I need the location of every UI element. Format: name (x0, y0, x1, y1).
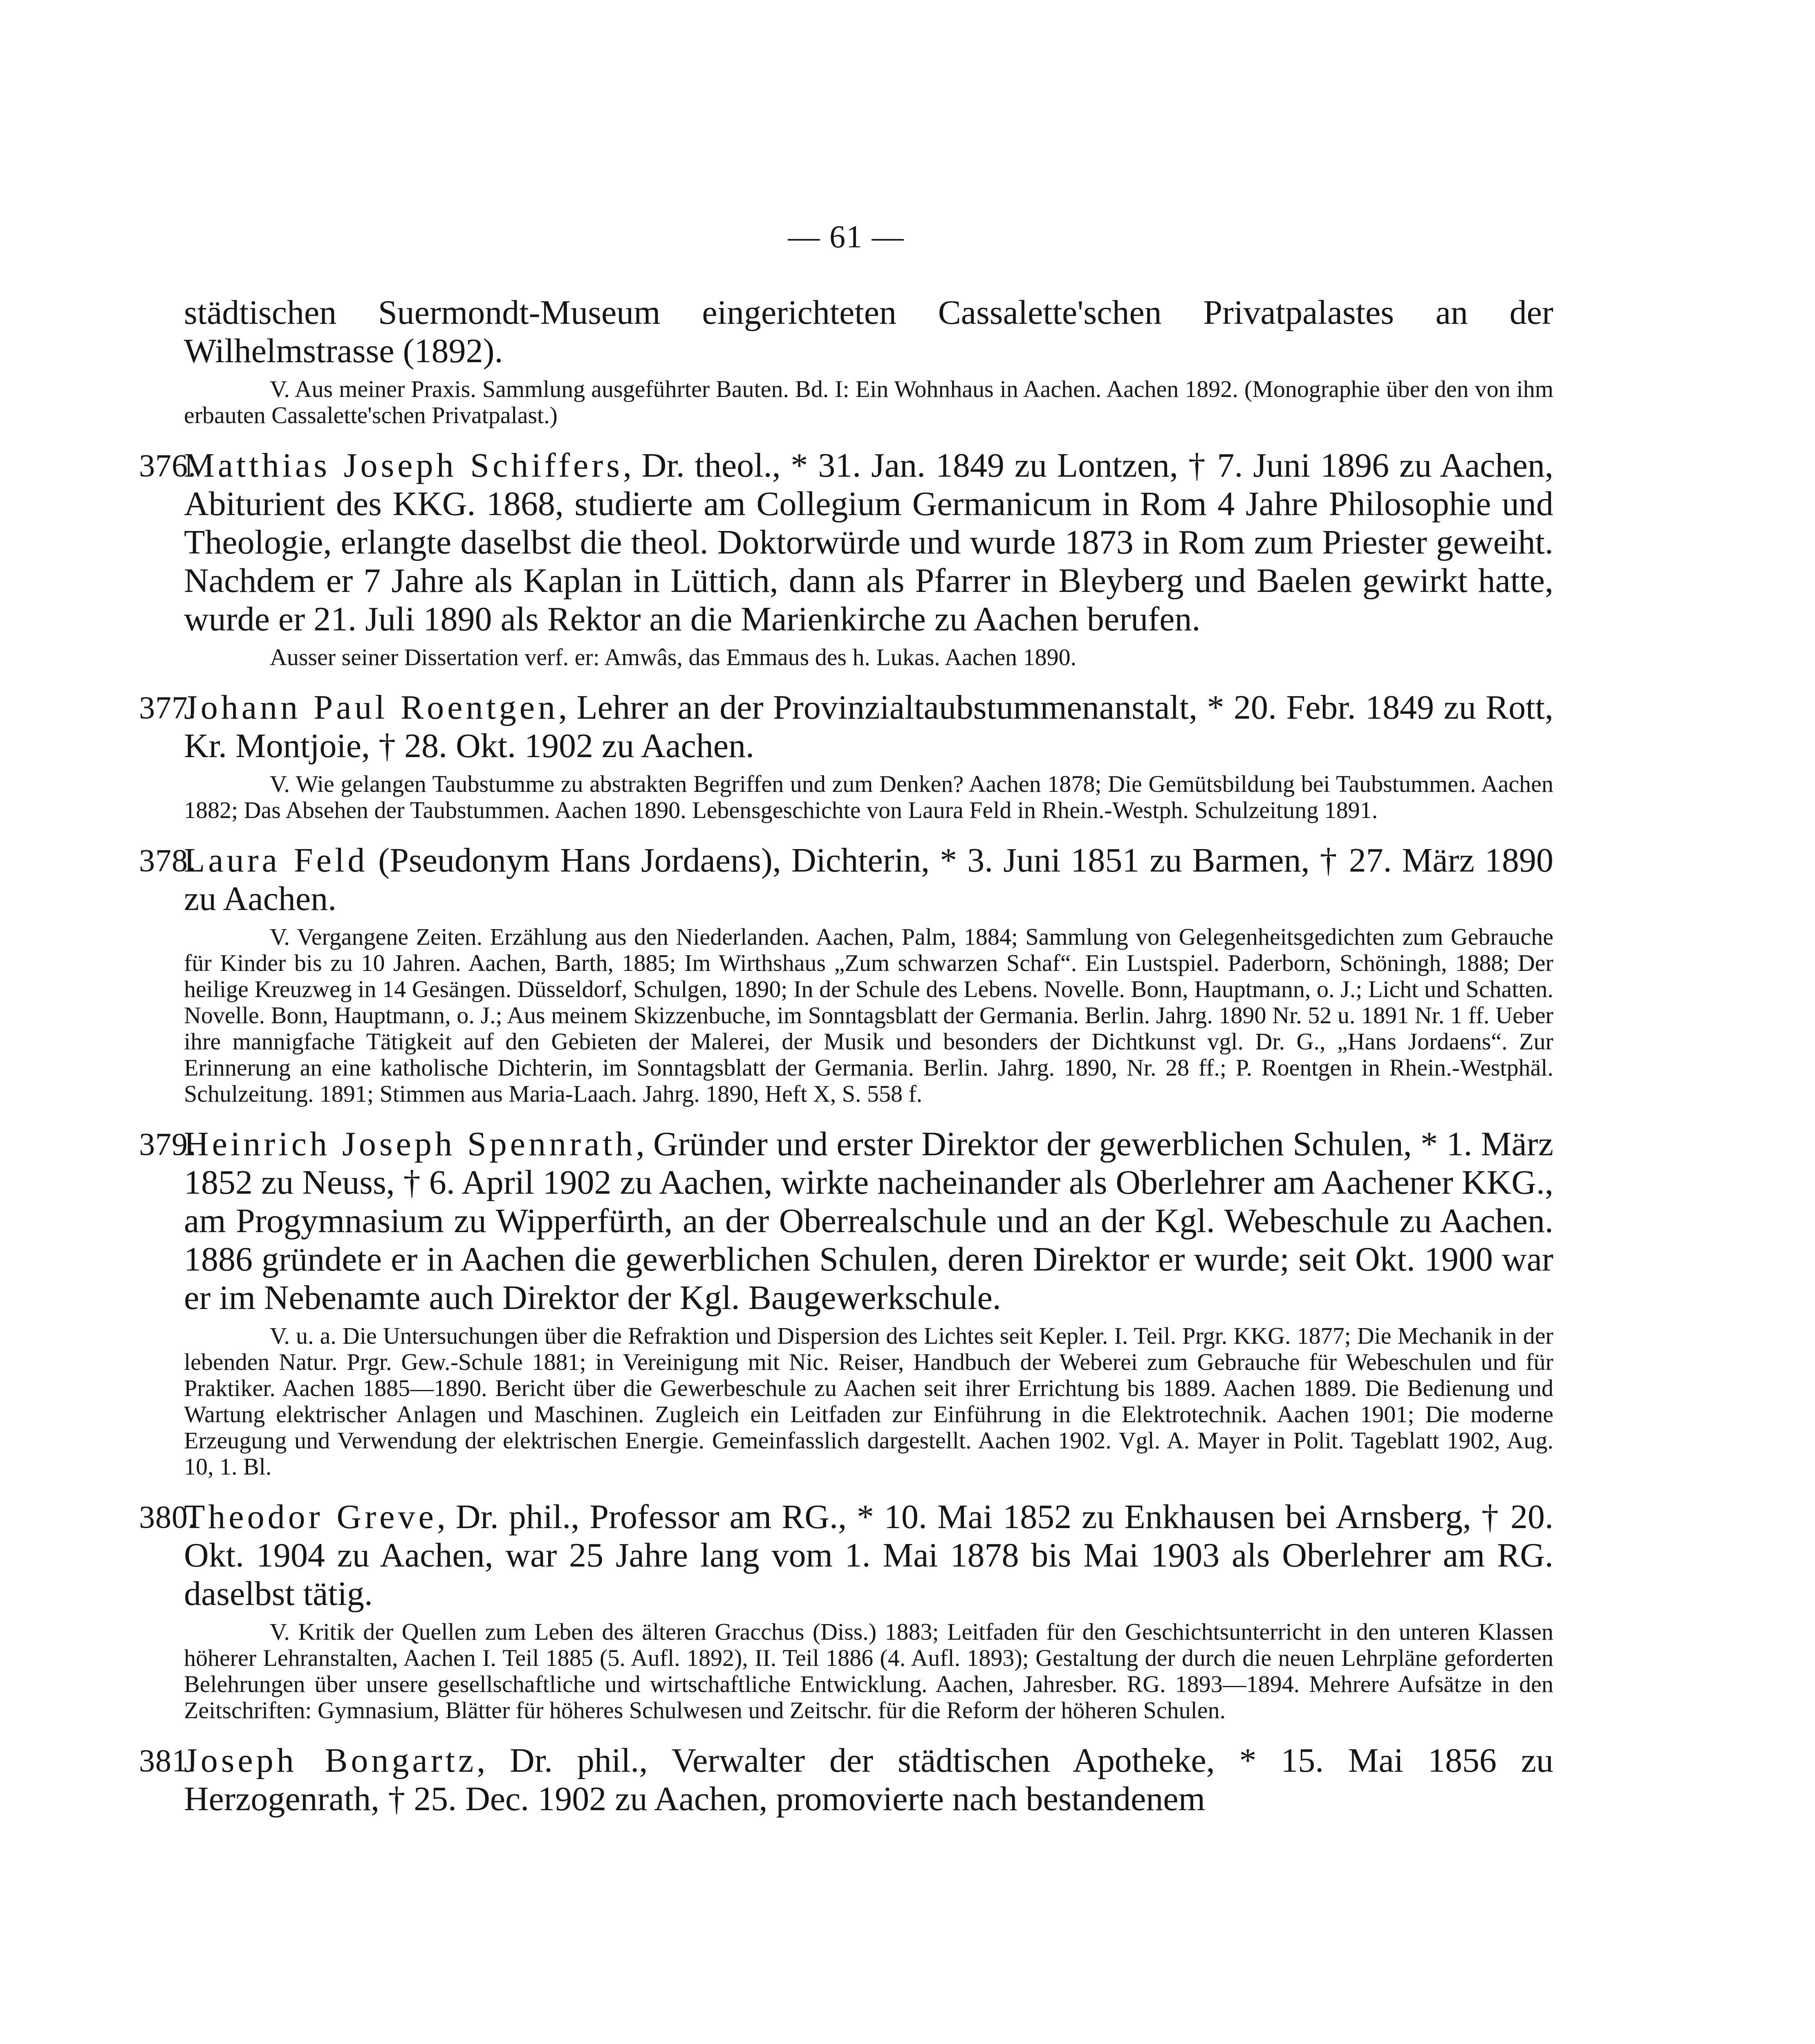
entry-name: Heinrich Joseph Spennrath (184, 1125, 636, 1163)
entry-376 (139, 446, 1553, 670)
entry-377 (139, 688, 1553, 823)
entry-379 (139, 1125, 1553, 1480)
entry-name: Matthias Joseph Schiffers (184, 446, 623, 484)
entry-number: 379. (139, 1126, 197, 1162)
document-page (139, 221, 1553, 1818)
entry-number: 381. (139, 1743, 197, 1778)
entry-number: 376. (139, 448, 197, 483)
continuation-block (139, 294, 1553, 428)
entry-380 (139, 1498, 1553, 1724)
entry-text: , Dr. phil., Professor am RG., * 10. Mai 1852 zu Enkhausen bei Arnsberg, † 20. Okt. 1904 zu Aachen, war 25 Jahre lang vom 1. Mai 1878 bis Mai 1903 als Oberlehrer am RG. daselbst tätig. (184, 1498, 1553, 1613)
entry-number: 377. (139, 690, 197, 725)
entry-name: Johann Paul Roentgen (184, 688, 559, 726)
entry-text: , Dr. theol., * 31. Jan. 1849 zu Lontzen, † 7. Juni 1896 zu Aachen, Abiturient des KKG. 1868, studierte am Collegium Germanicum in Rom 4 Jahre Philosophie und Theologie, erlangte daselbst die theol. Doktorwürde und wurde 1873 in Rom zum Priester geweiht. Nachdem er 7 Jahre als Kaplan in Lüttich, dann als Pfarrer in Bleyberg und Baelen gewirkt hatte, wurde er 21. Juli 1890 als Rektor an die Marienkirche zu Aachen berufen. (184, 446, 1553, 638)
entry-works: Ausser seiner Dissertation verf. er: Amwâs, das Emmaus des h. Lukas. Aachen 1890. (270, 644, 1077, 670)
entry-name: Joseph Bongartz (184, 1741, 477, 1780)
entry-381 (139, 1741, 1553, 1818)
continuation-text: städtischen Suermondt-Museum eingerichteten Cassalette'schen Privatpalastes an der Wilhelmstrasse (1892). (184, 294, 1553, 370)
page-number: — 61 — (788, 219, 905, 254)
entry-works: V. Kritik der Quellen zum Leben des älteren Gracchus (Diss.) 1883; Leitfaden für den Geschichtsunterricht in den unteren Klassen höherer Lehranstalten, Aachen I. Teil 1885 (5. Aufl. 1892), II. Teil 1886 (4. Aufl. 1893); Gestaltung der durch die neuen Lehrpläne geforderten Belehrungen über unsere gesellschaftliche und wirtschaftliche Entwicklung. Aachen, Jahresber. RG. 1893—1894. Mehrere Aufsätze in den Zeitschriften: Gymnasium, Blätter für höheres Schulwesen und Zeitschr. für die Reform der höheren Schulen. (184, 1618, 1553, 1724)
entry-number: 378. (139, 843, 197, 878)
entry-works: V. Wie gelangen Taubstumme zu abstrakten Begriffen und zum Denken? Aachen 1878; Die Gemütsbildung bei Taubstummen. Aachen 1882; Das Absehen der Taubstummen. Aachen 1890. Lebensgeschichte von Laura Feld in Rhein.-Westph. Schulzeitung 1891. (184, 771, 1553, 823)
entry-text: , Dr. phil., Verwalter der städtischen Apotheke, * 15. Mai 1856 zu Herzogenrath, † 25. Dec. 1902 zu Aachen, promovierte nach bestandenem (184, 1741, 1553, 1818)
entry-text: , Lehrer an der Provinzialtaubstummenanstalt, * 20. Febr. 1849 zu Rott, Kr. Montjoie, † 28. Okt. 1902 zu Aachen. (184, 688, 1553, 765)
entry-text: (Pseudonym Hans Jordaens), Dichterin, * 3. Juni 1851 zu Barmen, † 27. März 1890 zu Aachen. (184, 841, 1554, 918)
entry-text: , Gründer und erster Direktor der gewerblichen Schulen, * 1. März 1852 zu Neuss, † 6. April 1902 zu Aachen, wirkte nacheinander als Oberlehrer am Aachener KKG., am Progymnasium zu Wipperfürth, an der Oberrealschule und an der Kgl. Webeschule zu Aachen. 1886 gründete er in Aachen die gewerblichen Schulen, deren Direktor er wurde; seit Okt. 1900 war er im Nebenamte auch Direktor der Kgl. Baugewerkschule. (184, 1125, 1553, 1317)
entry-works: V. u. a. Die Untersuchungen über die Refraktion und Dispersion des Lichtes seit Kepler. I. Teil. Prgr. KKG. 1877; Die Mechanik in der lebenden Natur. Prgr. Gew.-Schule 1881; in Vereinigung mit Nic. Reiser, Handbuch der Weberei zum Gebrauche für Webeschulen und für Praktiker. Aachen 1885—1890. Bericht über die Gewerbeschule zu Aachen seit ihrer Errichtung bis 1889. Aachen 1889. Die Bedienung und Wartung elektrischer Anlagen und Maschinen. Zugleich ein Leitfaden zur Einführung in die Elektrotechnik. Aachen 1901; Die moderne Erzeugung und Verwendung der elektrischen Energie. Gemeinfasslich dargestellt. Aachen 1902. Vgl. A. Mayer in Polit. Tageblatt 1902, Aug. 10, 1. Bl. (184, 1322, 1553, 1480)
entry-name: Theodor Greve (184, 1498, 437, 1536)
entry-name: Laura Feld (184, 841, 368, 879)
continuation-works: V. Aus meiner Praxis. Sammlung ausgeführter Bauten. Bd. I: Ein Wohnhaus in Aachen. Aachen 1892. (Monographie über den von ihm erbauten Cassalette'schen Privatpalast.) (184, 376, 1553, 428)
entry-works: V. Vergangene Zeiten. Erzählung aus den Niederlanden. Aachen, Palm, 1884; Sammlung von Gelegenheitsgedichten zum Gebrauche für Kinder bis zu 10 Jahren. Aachen, Barth, 1885; Im Wirthshaus „Zum schwarzen Schaf“. Ein Lustspiel. Paderborn, Schöningh, 1888; Der heilige Kreuzweg in 14 Gesängen. Düsseldorf, Schulgen, 1890; In der Schule des Lebens. Novelle. Bonn, Hauptmann, o. J.; Licht und Schatten. Novelle. Bonn, Hauptmann, o. J.; Aus meinem Skizzenbuche, im Sonntagsblatt der Germania. Berlin. Jahrg. 1890 Nr. 52 u. 1891 Nr. 1 ff. Ueber ihre mannigfache Tätigkeit auf den Gebieten der Malerei, der Musik und besonders der Dichtkunst vgl. Dr. G., „Hans Jordaens“. Zur Erinnerung an eine katholische Dichterin, im Sonntagsblatt der Germania. Berlin. Jahrg. 1890, Nr. 28 ff.; P. Roentgen in Rhein.-Westphäl. Schulzeitung. 1891; Stimmen aus Maria-Laach. Jahrg. 1890, Heft X, S. 558 f. (184, 923, 1553, 1107)
entry-378 (139, 841, 1553, 1107)
entry-number: 380. (139, 1499, 197, 1535)
